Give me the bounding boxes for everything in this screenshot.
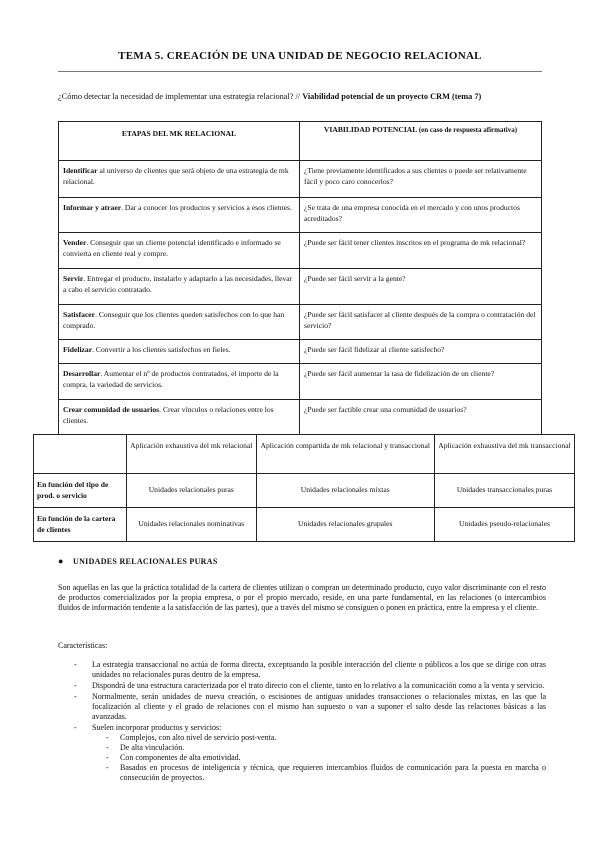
dash-marker: -	[106, 743, 109, 752]
section-heading: UNIDADES RELACIONALES PURAS	[73, 557, 218, 566]
viability-header	[300, 122, 542, 161]
page-title: TEMA 5. CREACIÓN DE UNA UNIDAD DE NEGOCIO RELACIONAL	[118, 50, 482, 62]
section-paragraph: Son aquellas en las que la práctica totalidad de la cartera de clientes utilizan o compran un determinado producto, cuyo valor discriminante con el resto de productos comercializados por la propia empresa, o por el propio mercado, reside, en una parte fundamental, en las relaciones (o intercambios fluidos de información tendente a la satisfacción de las partes), que a través del mismo se consiguen o ponen en práctica, entre la empresa y el cliente.	[58, 583, 546, 613]
sub-list-item	[92, 743, 546, 753]
characteristics-label: Características:	[58, 641, 108, 650]
stage-term: Fidelizar	[63, 345, 93, 354]
viability-header-label: VIABILIDAD POTENCIAL	[323, 125, 417, 134]
stage-desc: . Crear vínculos o relaciones entre los clientes.	[63, 405, 274, 425]
stage-desc: . Aumentar el nº de productos contratados, el importe de la compra, la variedad de servicios.	[63, 369, 279, 389]
viability-question: ¿Puede ser factible crear una comunidad de usuarios?	[300, 400, 542, 435]
dash-marker: -	[74, 692, 77, 701]
table-row	[59, 269, 542, 305]
table-row	[59, 198, 542, 233]
characteristics-list	[58, 660, 546, 784]
title-divider	[58, 71, 542, 72]
sub-list-item	[92, 763, 546, 783]
list-item	[58, 723, 546, 783]
list-item-text: Suelen incorporar productos y servicios:	[92, 723, 222, 732]
sub-list-item	[92, 753, 546, 763]
row-label: En función del tipo de prod. o servicio	[34, 474, 127, 508]
stage-desc: . Conseguir que un cliente potencial identificado e informado se convierta en cliente real y compre.	[63, 238, 281, 258]
corner-cell	[34, 435, 127, 474]
sub-list	[92, 733, 546, 783]
stage-desc: . Convertir a los clientes satisfechos en fieles.	[92, 345, 231, 354]
table-cell: Unidades relacionales grupales	[256, 508, 434, 542]
dash-marker: -	[106, 733, 109, 742]
column-header: Aplicación compartida de mk relacional y transaccional	[256, 435, 434, 474]
sub-item-text: De alta vinculación.	[120, 743, 185, 752]
viability-header-note: (en caso de respuesta afirmativa)	[418, 126, 518, 134]
table-row	[59, 340, 542, 364]
sub-list-item	[92, 733, 546, 743]
viability-question: ¿Puede ser fácil servir a la gente?	[300, 269, 542, 305]
stage-desc: al universo de clientes que será objeto de una estrategia de mk relacional.	[63, 166, 289, 186]
table-row	[34, 474, 575, 508]
table-cell: Unidades relacionales puras	[127, 474, 257, 508]
stage-term: Servir	[63, 274, 84, 283]
stage-desc: . Entregar el producto, instalarlo y adaptarlo a las necesidades, llevar a cabo el servicio contratado.	[63, 274, 293, 294]
table-row	[59, 305, 542, 340]
table-row	[59, 233, 542, 269]
intro-question	[58, 91, 548, 102]
stage-term: Informar y atraer	[63, 203, 122, 212]
stages-header: ETAPAS DEL MK RELACIONAL	[59, 122, 300, 161]
dash-marker: -	[106, 753, 109, 762]
viability-question: ¿Puede ser fácil tener clientes inscritos en el programa de mk relacional?	[300, 233, 542, 269]
sub-item-text: Complejos, con alto nivel de servicio post-venta.	[120, 733, 277, 742]
sub-item-text: Con componentes de alta emotividad.	[120, 753, 241, 762]
question-bold-text: Viabilidad potencial de un proyecto CRM (tema 7)	[302, 92, 482, 101]
table-cell: Unidades transaccionales puras	[434, 474, 574, 508]
table-row	[59, 364, 542, 400]
column-header: Aplicación exhaustiva del mk relacional	[127, 435, 257, 474]
viability-question: ¿Se trata de una empresa conocida en el mercado y con unos productos acreditados?	[300, 198, 542, 233]
dash-marker: -	[74, 660, 77, 669]
list-item-text: Normalmente, serán unidades de nueva creación, o escisiones de antiguas unidades transacciones o relacionales mixtas, en las que la focalización al cliente y el grado de relaciones con el mismo han supuesto o van a suponer el salto desde las relaciones básicas a las avanzadas.	[92, 692, 546, 721]
viability-question: ¿Puede ser fácil satisfacer al cliente después de la compra o contratación del servicio?	[300, 305, 542, 340]
row-label: En función de la cartera de clientes	[34, 508, 127, 542]
dash-marker: -	[74, 723, 77, 732]
question-text: ¿Cómo detectar la necesidad de implementar una estrategia relacional? //	[58, 92, 303, 101]
stages-table	[58, 121, 542, 435]
list-item	[58, 681, 546, 691]
stage-term: Vender	[63, 238, 87, 247]
stage-term: Crear comunidad de usuarios	[63, 405, 160, 414]
table-row	[59, 161, 542, 198]
dash-marker: -	[74, 681, 77, 690]
list-item	[58, 692, 546, 722]
sub-item-text: Basados en procesos de inteligencia y técnica, que requieren intercambios fluidos de comunicación para la puesta en marcha o consecución de proyectos.	[120, 763, 546, 782]
viability-question: ¿Puede ser fácil fidelizar al cliente satisfecho?	[300, 340, 542, 364]
table-cell: Unidades relacionales mixtas	[256, 474, 434, 508]
units-table	[33, 434, 575, 542]
list-item	[58, 660, 546, 680]
table-cell: Unidades relacionales nominativas	[127, 508, 257, 542]
table-row	[34, 508, 575, 542]
dash-marker: -	[106, 763, 109, 772]
stage-desc: . Dar a conocer los productos y servicios a esos clientes.	[121, 203, 292, 212]
stage-term: Satisfacer	[63, 310, 96, 319]
stage-term: Identificar	[63, 166, 98, 175]
table-cell: Unidades pseudo-relacionales	[434, 508, 574, 542]
viability-question: ¿Tiene previamente identificados a sus clientes o puede ser relativamente fácil y poco caro conocerlos?	[300, 161, 542, 198]
section-bullet: ●	[58, 556, 64, 566]
list-item-text: Dispondrá de una estructura caracterizada por el trato directo con el cliente, tanto en lo relativo a la comunicación como a la venta y servicio.	[92, 681, 545, 690]
stage-desc: . Conseguir que los clientes queden satisfechos con lo que han comprado.	[63, 310, 285, 330]
table-row	[59, 400, 542, 435]
column-header: Aplicación exhaustiva del mk transaccional	[434, 435, 574, 474]
stage-term: Desarrollar	[63, 369, 101, 378]
list-item-text: La estrategia transaccional no actúa de forma directa, exceptuando la posible interacción del cliente o públicos a los que se dirige con otras unidades no relacionales puras dentro de la empresa.	[92, 660, 546, 679]
viability-question: ¿Puede ser fácil aumentar la tasa de fidelización de un cliente?	[300, 364, 542, 400]
